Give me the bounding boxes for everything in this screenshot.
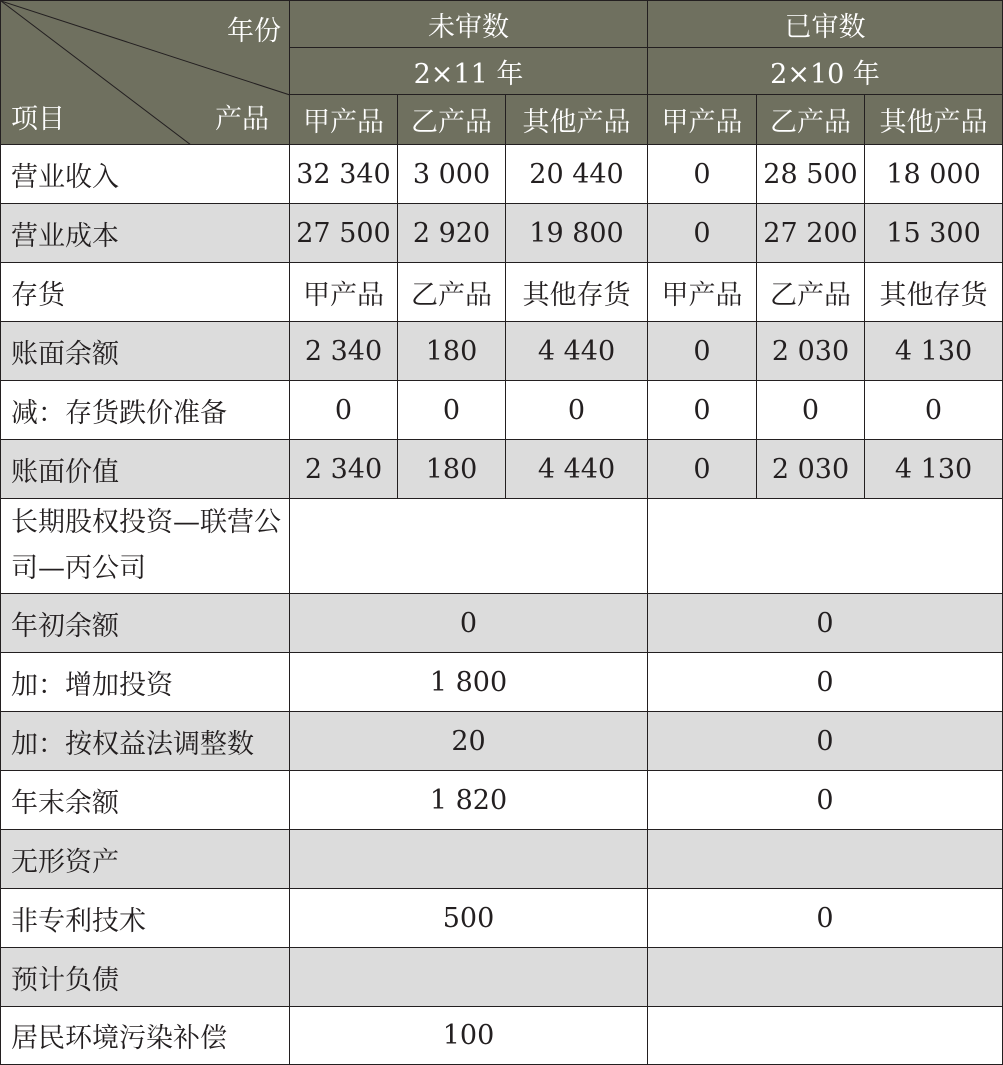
table-cell: 15 300: [865, 204, 1003, 263]
table-cell: [648, 1007, 1003, 1065]
table-cell: 180: [398, 440, 506, 499]
audited-header: 已审数: [648, 1, 1003, 48]
table-cell: 4 130: [865, 440, 1003, 499]
row-label: 长期股权投资—联营公司—丙公司: [1, 499, 290, 594]
table-cell: 28 500: [757, 145, 865, 204]
table-cell: 0: [648, 653, 1003, 712]
table-cell: 0: [398, 381, 506, 440]
table-cell: 2 920: [398, 204, 506, 263]
table-cell: 1 820: [290, 771, 648, 830]
column-header: 甲产品: [648, 95, 757, 145]
corner-year-label: 年份: [227, 16, 281, 47]
table-cell: 180: [398, 322, 506, 381]
row-label: 非专利技术: [1, 889, 290, 948]
table-cell: 0: [757, 381, 865, 440]
table-cell: 0: [648, 204, 757, 263]
table-row: [1, 499, 1003, 594]
table-cell: 乙产品: [398, 263, 506, 322]
table-row: [1, 771, 1003, 830]
table-cell: 100: [290, 1007, 648, 1065]
table-cell: 其他存货: [506, 263, 648, 322]
table-cell: 0: [648, 889, 1003, 948]
table-row: [1, 263, 1003, 322]
row-label: 账面价值: [1, 440, 290, 499]
table-row: [1, 712, 1003, 771]
row-label: 营业成本: [1, 204, 290, 263]
table-cell: 1 800: [290, 653, 648, 712]
audited-year: 2×10 年: [648, 48, 1003, 95]
table-cell: [290, 830, 648, 889]
table-cell: 0: [648, 771, 1003, 830]
table-row: [1, 440, 1003, 499]
table-row: [1, 653, 1003, 712]
row-label: 存货: [1, 263, 290, 322]
column-header: 其他产品: [865, 95, 1003, 145]
table-cell: 2 340: [290, 440, 398, 499]
table-cell: 0: [648, 381, 757, 440]
table-cell: 0: [648, 322, 757, 381]
table-cell: 0: [648, 145, 757, 204]
table-cell: 0: [648, 594, 1003, 653]
table-cell: [290, 948, 648, 1007]
table-cell: 27 200: [757, 204, 865, 263]
table-cell: 0: [506, 381, 648, 440]
table-cell: 甲产品: [648, 263, 757, 322]
column-header: 乙产品: [757, 95, 865, 145]
table-cell: 20: [290, 712, 648, 771]
row-label: 预计负债: [1, 948, 290, 1007]
table-row: [1, 1007, 1003, 1065]
table-cell: 3 000: [398, 145, 506, 204]
table-cell: 0: [648, 712, 1003, 771]
column-header: 其他产品: [506, 95, 648, 145]
table-cell: 27 500: [290, 204, 398, 263]
table-cell: 4 440: [506, 322, 648, 381]
table-cell: 32 340: [290, 145, 398, 204]
table-row: [1, 322, 1003, 381]
table-cell: 4 440: [506, 440, 648, 499]
table-cell: [290, 499, 648, 594]
unaudited-year: 2×11 年: [290, 48, 648, 95]
table-cell: 0: [290, 381, 398, 440]
row-label: 营业收入: [1, 145, 290, 204]
corner-item-label: 项目: [11, 104, 65, 135]
row-label: 减：存货跌价准备: [1, 381, 290, 440]
table-cell: 4 130: [865, 322, 1003, 381]
row-label: 年初余额: [1, 594, 290, 653]
column-header: 甲产品: [290, 95, 398, 145]
table-row: [1, 948, 1003, 1007]
table-row: [1, 381, 1003, 440]
row-label: 无形资产: [1, 830, 290, 889]
table-cell: [648, 830, 1003, 889]
row-label: 账面余额: [1, 322, 290, 381]
table-cell: 乙产品: [757, 263, 865, 322]
table-cell: 0: [865, 381, 1003, 440]
table-cell: 2 030: [757, 322, 865, 381]
table-cell: 其他存货: [865, 263, 1003, 322]
table-cell: 甲产品: [290, 263, 398, 322]
table-cell: 500: [290, 889, 648, 948]
table-cell: 19 800: [506, 204, 648, 263]
table-row: [1, 145, 1003, 204]
row-label: 居民环境污染补偿: [1, 1007, 290, 1065]
unaudited-header: 未审数: [290, 1, 648, 48]
row-label: 加：增加投资: [1, 653, 290, 712]
table-row: [1, 204, 1003, 263]
header-corner-cell: [1, 1, 290, 145]
table-row: [1, 889, 1003, 948]
table-cell: 20 440: [506, 145, 648, 204]
table-cell: 2 030: [757, 440, 865, 499]
table-row: [1, 594, 1003, 653]
row-label: 加：按权益法调整数: [1, 712, 290, 771]
table-cell: [648, 948, 1003, 1007]
table-cell: 0: [290, 594, 648, 653]
row-label: 年末余额: [1, 771, 290, 830]
table-cell: 0: [648, 440, 757, 499]
column-header: 乙产品: [398, 95, 506, 145]
corner-product-label: 产品: [215, 104, 269, 135]
table-cell: 2 340: [290, 322, 398, 381]
table-row: [1, 830, 1003, 889]
table-cell: 18 000: [865, 145, 1003, 204]
table-cell: [648, 499, 1003, 594]
